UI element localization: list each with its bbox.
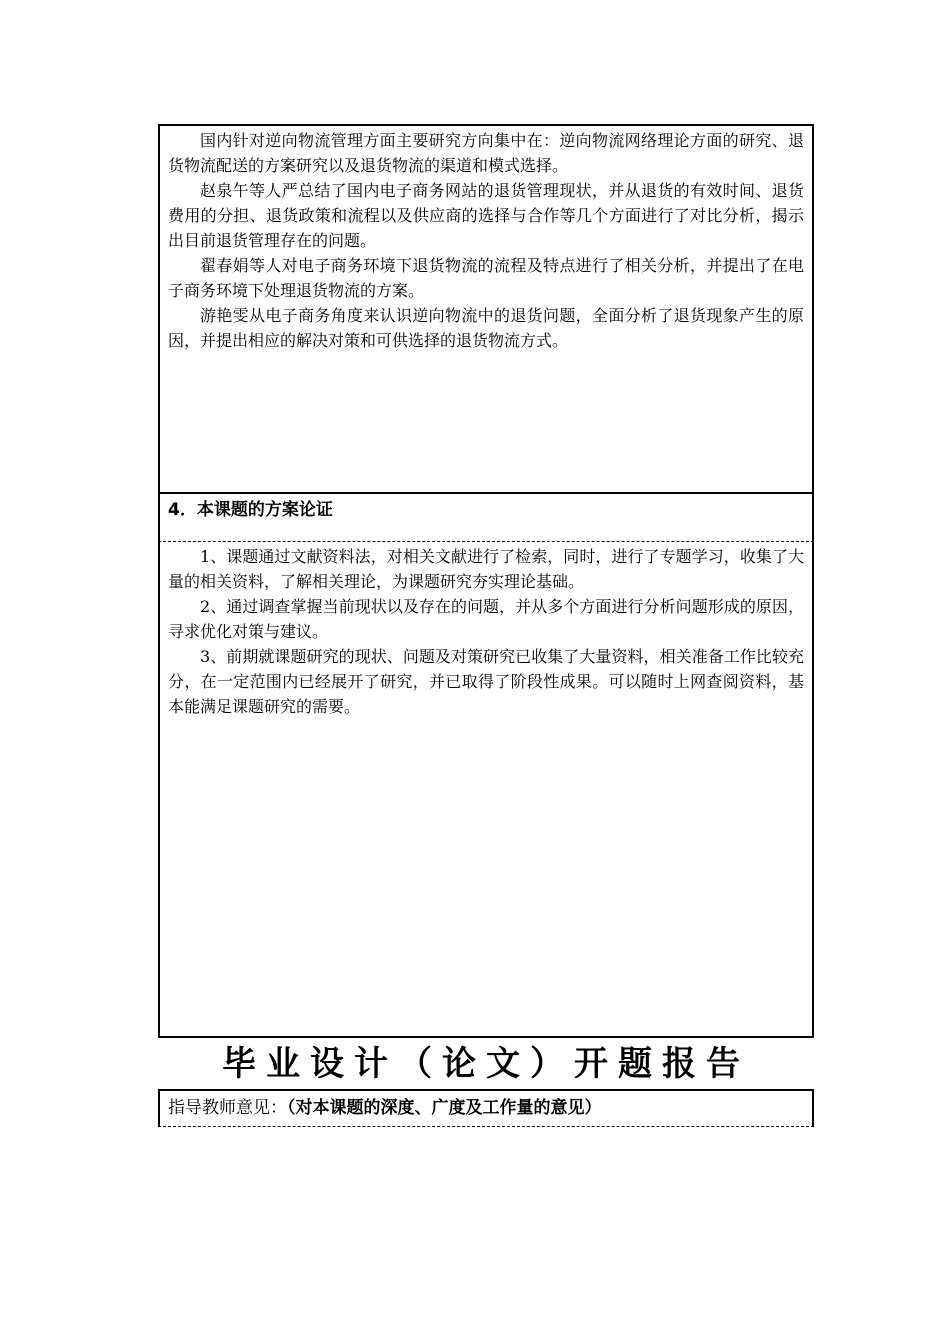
section4-box xyxy=(158,542,814,1038)
literature-review-content xyxy=(160,126,812,353)
literature-paragraph-1: 国内针对逆向物流管理方面主要研究方向集中在：逆向物流网络理论方面的研究、退货物流配送的方案研究以及退货物流的渠道和模式选择。 xyxy=(168,131,804,175)
literature-paragraph-2: 赵泉午等人严总结了国内电子商务网站的退货管理现状，并从退货的有效时间、退货费用的分担、退货政策和流程以及供应商的选择与合作等几个方面进行了对比分析，揭示出目前退货管理存在的问题。 xyxy=(168,181,804,250)
section4-content xyxy=(160,542,812,719)
section4-heading-row xyxy=(158,494,814,542)
section4-heading: 4．本课题的方案论证 xyxy=(168,500,333,520)
advisor-opinion-hint: （对本课题的深度、广度及工作量的意见） xyxy=(287,1098,602,1118)
literature-review-box xyxy=(158,124,814,494)
report-title: 毕业设计（论文）开题报告 xyxy=(222,1044,750,1084)
section4-paragraph-1: 1、课题通过文献资料法，对相关文献进行了检索，同时，进行了专题学习，收集了大量的相关资料，了解相关理论，为课题研究夯实理论基础。 xyxy=(168,547,804,591)
section4-paragraph-2: 2、通过调查掌握当前现状以及存在的问题，并从多个方面进行分析问题形成的原因，寻求优化对策与建议。 xyxy=(168,597,804,641)
advisor-opinion-line xyxy=(168,1095,602,1121)
literature-paragraph-3: 翟春娟等人对电子商务环境下退货物流的流程及特点进行了相关分析，并提出了在电子商务环境下处理退货物流的方案。 xyxy=(168,256,804,300)
literature-paragraph-4: 游艳雯从电子商务角度来认识逆向物流中的退货问题，全面分析了退货现象产生的原因，并提出相应的解决对策和可供选择的退货物流方式。 xyxy=(168,306,804,350)
section4-paragraph-3: 3、前期就课题研究的现状、问题及对策研究已收集了大量资料，相关准备工作比较充分，在一定范围内已经展开了研究，并已取得了阶段性成果。可以随时上网查阅资料，基本能满足课题研究的需要。 xyxy=(168,647,804,716)
advisor-opinion-box xyxy=(158,1089,814,1127)
advisor-opinion-label: 指导教师意见： xyxy=(168,1098,287,1118)
